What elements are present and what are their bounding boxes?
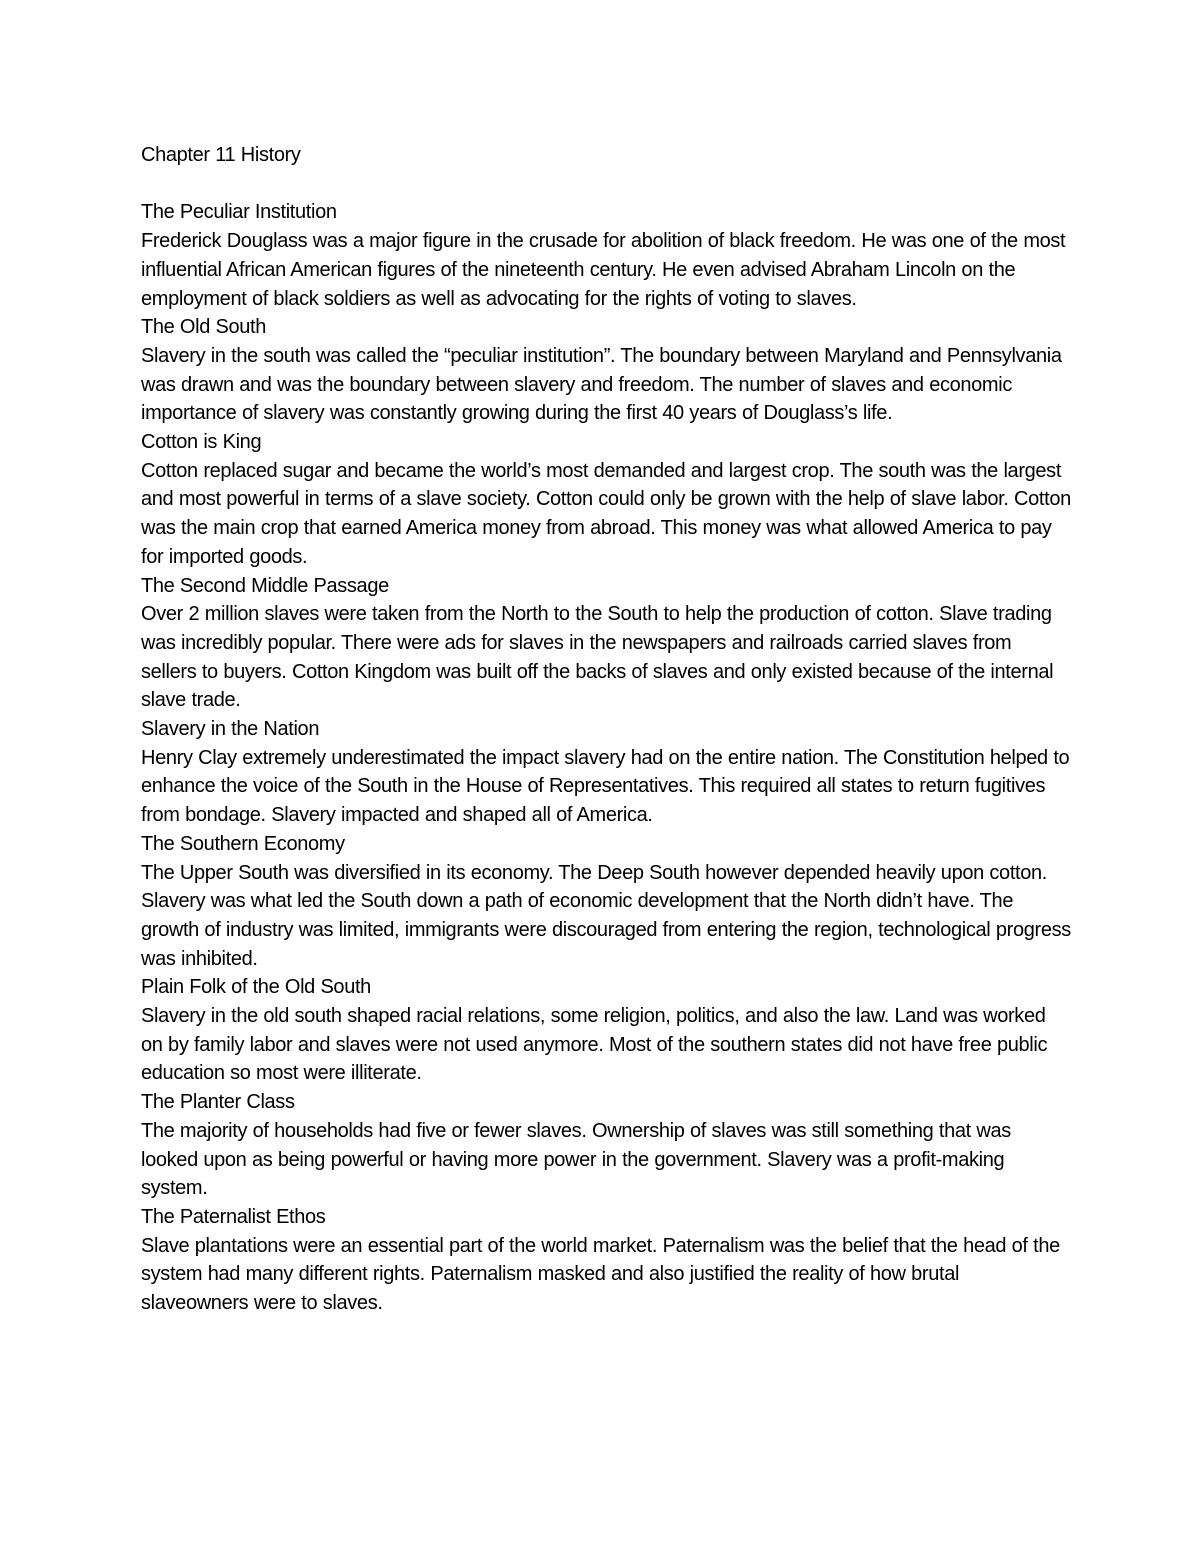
document-title: Chapter 11 History	[141, 144, 301, 166]
section-body: Cotton replaced sugar and became the world’s most demanded and largest crop. The south was the largest and most powerful in terms of a slave society. Cotton could only be grown with the help of slave labor. Cotton was the main crop that earned America money from abroad. This money was what allowed America to pay for imported goods.	[141, 459, 1071, 568]
section-planter-class	[141, 1088, 1071, 1203]
section-body: Slavery in the old south shaped racial relations, some religion, politics, and also the law. Land was worked on by family labor and slaves were not used anymore. Most of the southern states did not have free public education so most were illiterate.	[141, 1005, 1048, 1085]
section-body: Slavery in the south was called the “peculiar institution”. The boundary between Maryland and Pennsylvania was drawn and was the boundary between slavery and freedom. The number of slaves and economic importance of slavery was constantly growing during the first 40 years of Douglass’s life.	[141, 344, 1062, 425]
section-body: Frederick Douglass was a major figure in the crusade for abolition of black freedom. He was one of the most influential African American figures of the nineteenth century. He even advised Abraham Lincoln on the employment of black soldiers as well as advocating for the rights of voting to slaves.	[141, 230, 1066, 310]
section-heading: Plain Folk of the Old South	[141, 976, 371, 999]
section-body: Over 2 million slaves were taken from the North to the South to help the production of cotton. Slave trading was incredibly popular. There were ads for slaves in the newspapers and railroads carried slaves from sellers to buyers. Cotton Kingdom was built off the backs of slaves and only existed because of the internal slave trade.	[141, 603, 1054, 712]
section-heading: The Planter Class	[141, 1091, 295, 1114]
section-paternalist-ethos	[141, 1203, 1071, 1318]
title-spacer	[141, 170, 1071, 199]
section-heading: The Second Middle Passage	[141, 574, 389, 597]
section-heading: Slavery in the Nation	[141, 718, 320, 741]
section-heading: The Old South	[141, 316, 267, 339]
section-southern-economy	[141, 830, 1071, 974]
section-body: Slave plantations were an essential part of the world market. Paternalism was the belief that the head of the system had many different rights. Paternalism masked and also justified the reality of how brutal slaveowners were to slaves.	[141, 1234, 1060, 1315]
section-body: The majority of households had five or fewer slaves. Ownership of slaves was still something that was looked upon as being powerful or having more power in the government. Slavery was a profit-making system.	[141, 1119, 1011, 1200]
section-slavery-in-the-nation	[141, 715, 1071, 830]
document-content	[141, 141, 1071, 1318]
section-old-south	[141, 313, 1071, 428]
section-body: Henry Clay extremely underestimated the impact slavery had on the entire nation. The Constitution helped to enhance the voice of the South in the House of Representatives. This required all states to return fugitives from bondage. Slavery impacted and shaped all of America.	[141, 746, 1070, 827]
section-plain-folk	[141, 973, 1071, 1088]
section-peculiar-institution	[141, 198, 1071, 313]
section-second-middle-passage	[141, 572, 1071, 716]
section-heading: The Peculiar Institution	[141, 201, 337, 224]
section-body: The Upper South was diversified in its economy. The Deep South however depended heavily upon cotton. Slavery was what led the South down a path of economic development that the North didn’t have. The growth of industry was limited, immigrants were discouraged from entering the region, technological progress was inhibited.	[141, 861, 1071, 970]
section-cotton-is-king	[141, 428, 1071, 572]
section-heading: The Southern Economy	[141, 832, 345, 855]
section-heading: The Paternalist Ethos	[141, 1206, 326, 1228]
section-heading: Cotton is King	[141, 431, 262, 454]
